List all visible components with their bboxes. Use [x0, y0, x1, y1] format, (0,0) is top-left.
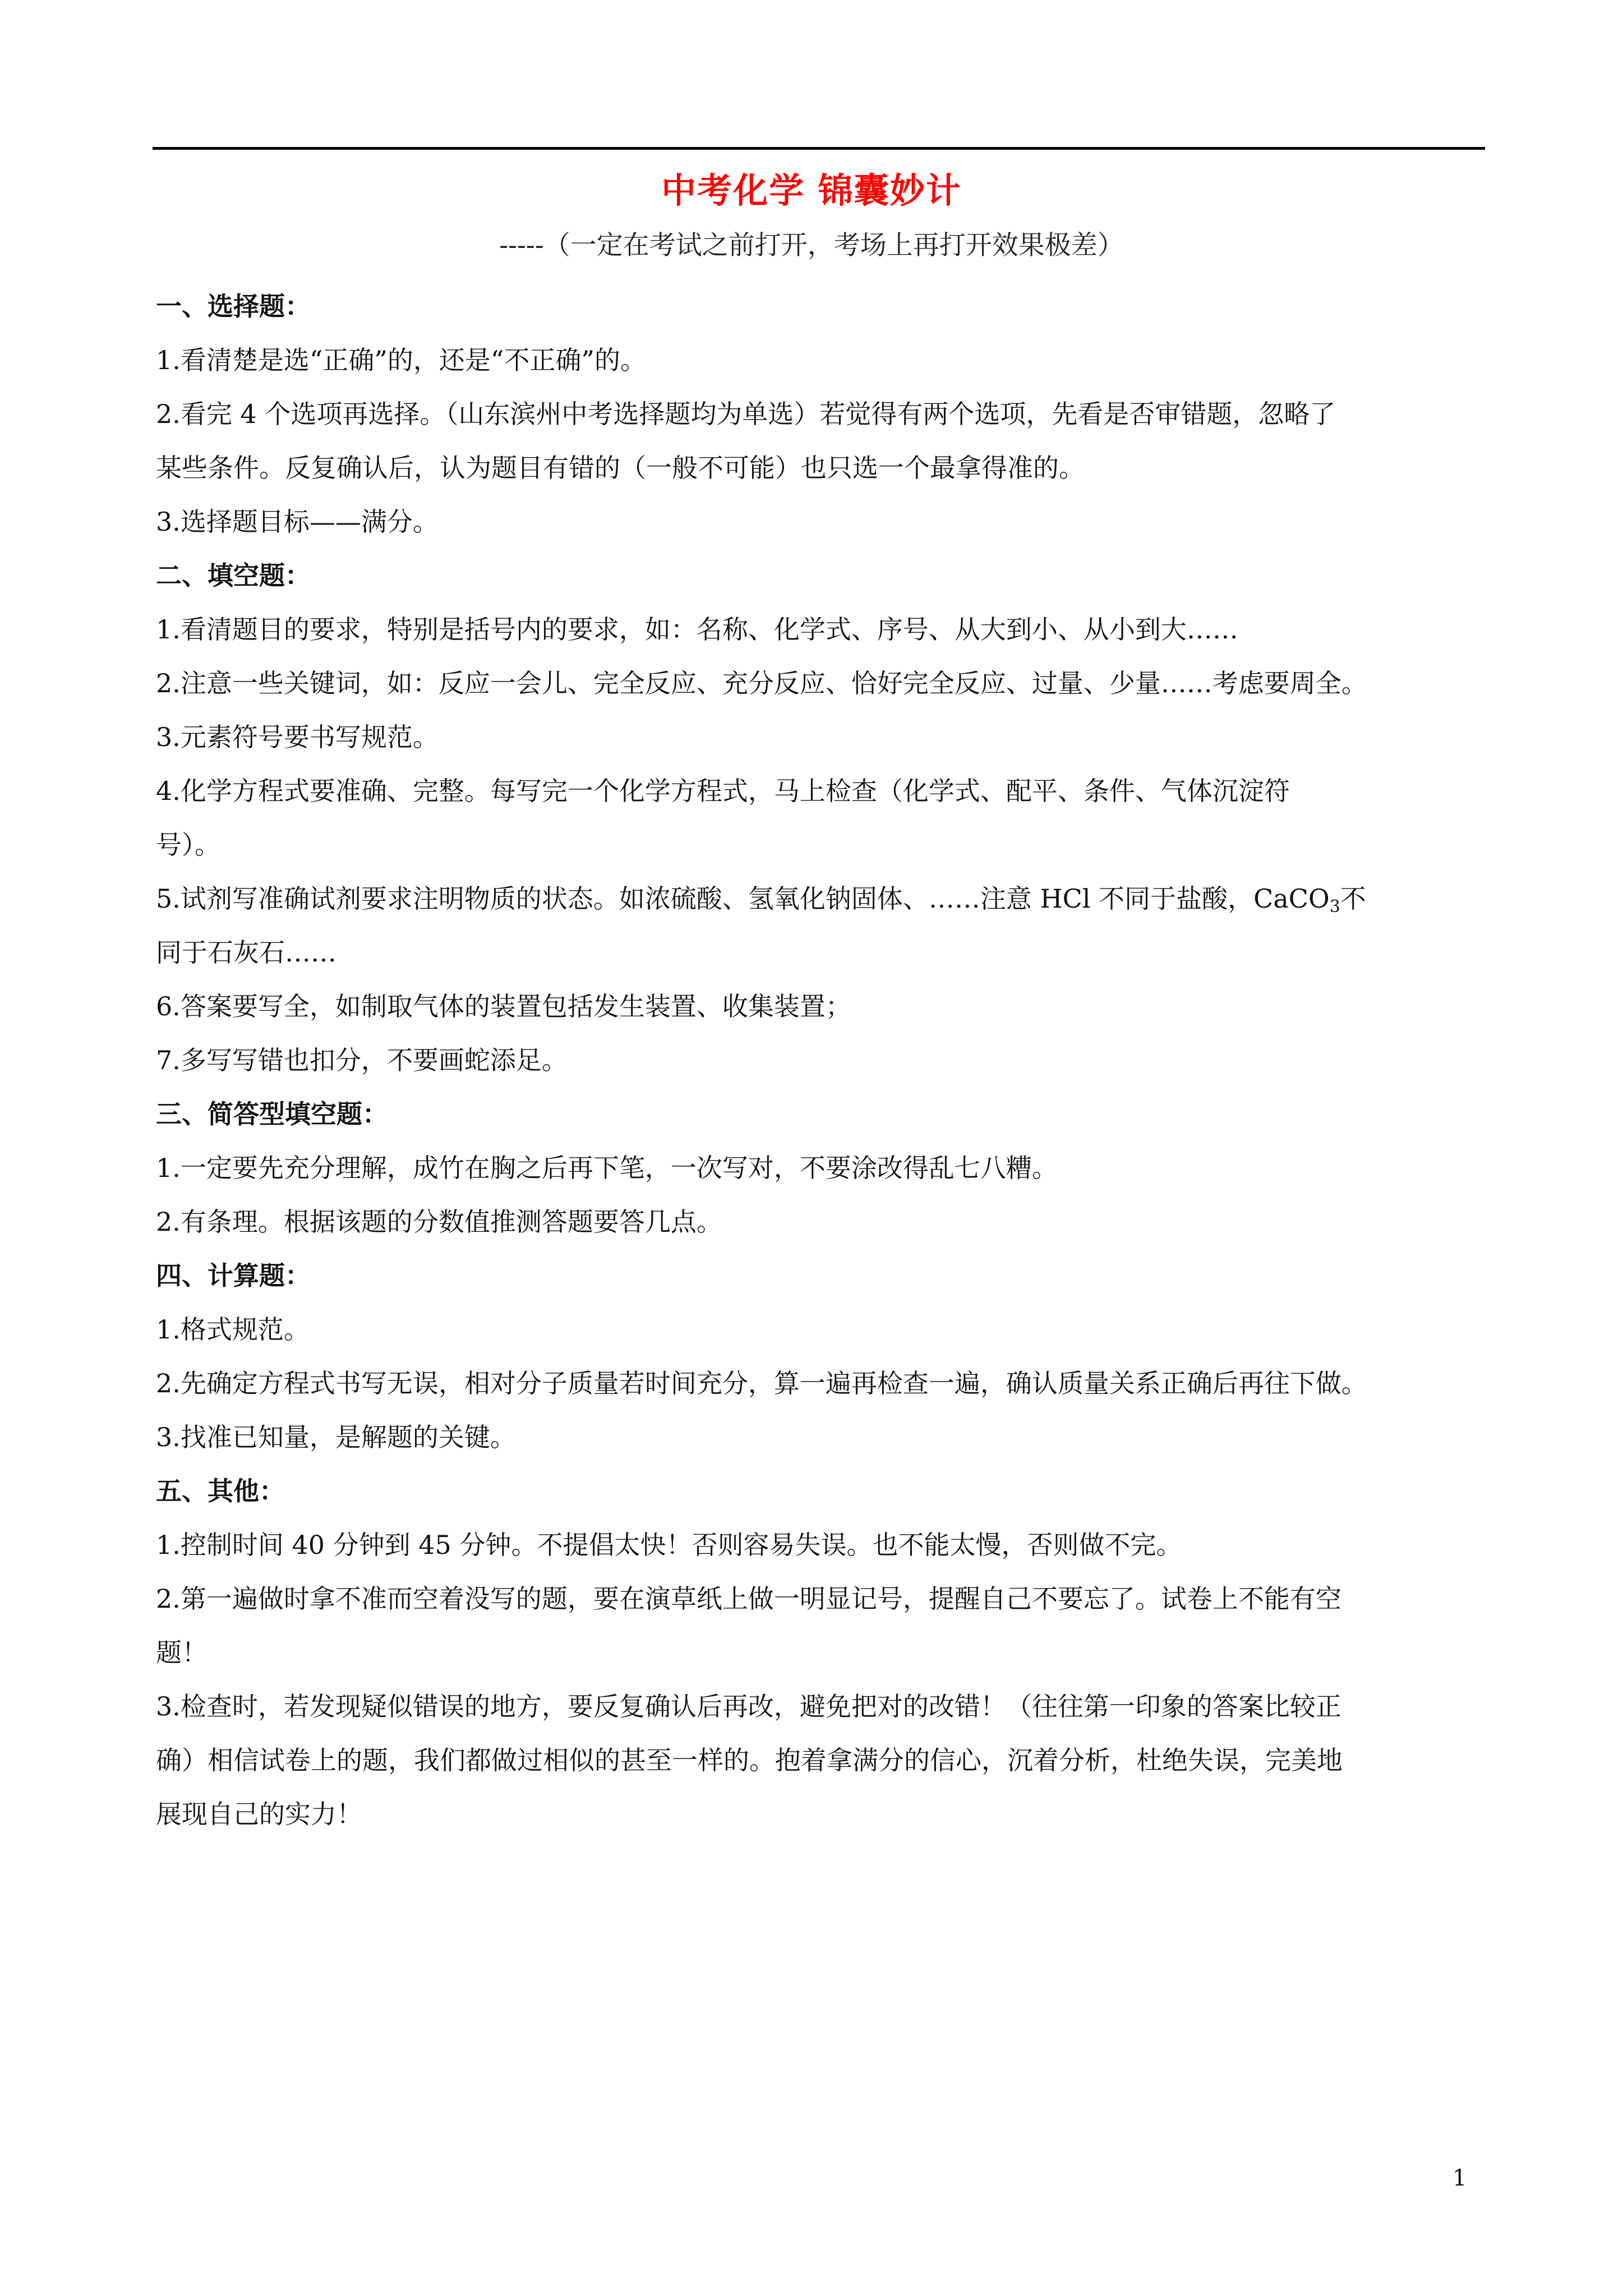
body-line: 2.第一遍做时拿不准而空着没写的题，要在演草纸上做一明显记号，提醒自己不要忘了。试卷上不能有空	[156, 1584, 1341, 1614]
section-heading: 二、填空题：	[156, 560, 311, 591]
page-title: 中考化学 锦囊妙计	[661, 170, 962, 211]
section-heading: 三、简答型填空题：	[156, 1099, 388, 1129]
formula-subscript: 3	[1329, 897, 1340, 917]
body-line: 某些条件。反复确认后，认为题目有错的（一般不可能）也只选一个最拿得准的。	[156, 453, 1085, 483]
body-line: 1.一定要先充分理解，成竹在胸之后再下笔，一次写对，不要涂改得乱七八糟。	[156, 1153, 1058, 1183]
body-line: 3.元素符号要书写规范。	[156, 722, 439, 752]
body-line: 1.控制时间 40 分钟到 45 分钟。不提倡太快！否则容易失误。也不能太慢，否则做不完。	[156, 1530, 1182, 1560]
body-line: 3.找准已知量，是解题的关键。	[156, 1422, 516, 1452]
body-line: 2.看完 4 个选项再选择。（山东滨州中考选择题均为单选）若觉得有两个选项，先看是否审错题，忽略了	[156, 399, 1336, 429]
page-subtitle: -----（一定在考试之前打开，考场上再打开效果极差）	[499, 230, 1124, 261]
body-line: 确）相信试卷上的题，我们都做过相似的甚至一样的。抱着拿满分的信心，沉着分析，杜绝失误，完美地	[156, 1745, 1343, 1775]
body-line: 1.看清楚是选“正确”的，还是“不正确”的。	[156, 345, 646, 375]
body-line: 1.格式规范。	[156, 1314, 310, 1345]
body-line: 1.看清题目的要求，特别是括号内的要求，如：名称、化学式、序号、从大到小、从小到大……	[156, 614, 1238, 645]
section-heading: 一、选择题：	[156, 291, 311, 321]
body-line: 2.有条理。根据该题的分数值推测答题要答几点。	[156, 1207, 722, 1237]
body-line: 6.答案要写全，如制取气体的装置包括发生装置、收集装置；	[156, 991, 851, 1022]
document-body	[156, 279, 1485, 1841]
body-line: 2.先确定方程式书写无误，相对分子质量若时间充分，算一遍再检查一遍，确认质量关系正确后再往下做。	[156, 1368, 1367, 1398]
body-line-tail: 不	[1340, 884, 1366, 914]
body-line: 3.选择题目标——满分。	[156, 507, 439, 537]
body-line: 展现自己的实力！	[156, 1799, 362, 1829]
body-line: 3.检查时，若发现疑似错误的地方，要反复确认后再改，避免把对的改错！（往往第一印象的答案比较正	[156, 1691, 1341, 1722]
body-line-with-formula	[156, 872, 1485, 926]
page-number: 1	[1453, 2165, 1467, 2191]
body-line: 同于石灰石……	[156, 937, 336, 968]
header-rule	[153, 147, 1485, 150]
body-line: 2.注意一些关键词，如：反应一会儿、完全反应、充分反应、恰好完全反应、过量、少量……考虑要周全。	[156, 668, 1367, 698]
body-line: 号）。	[156, 830, 220, 860]
body-line: 题！	[156, 1637, 208, 1668]
body-line: 4.化学方程式要准确、完整。每写完一个化学方程式，马上检查（化学式、配平、条件、气体沉淀符	[156, 776, 1290, 806]
section-heading: 四、计算题：	[156, 1260, 311, 1291]
body-line: 7.多写写错也扣分，不要画蛇添足。	[156, 1045, 568, 1075]
section-heading: 五、其他：	[156, 1476, 285, 1506]
body-line-text: 5.试剂写准确试剂要求注明物质的状态。如浓硫酸、氢氧化钠固体、……注意 HCl 不同于盐酸，CaCO	[156, 884, 1330, 914]
